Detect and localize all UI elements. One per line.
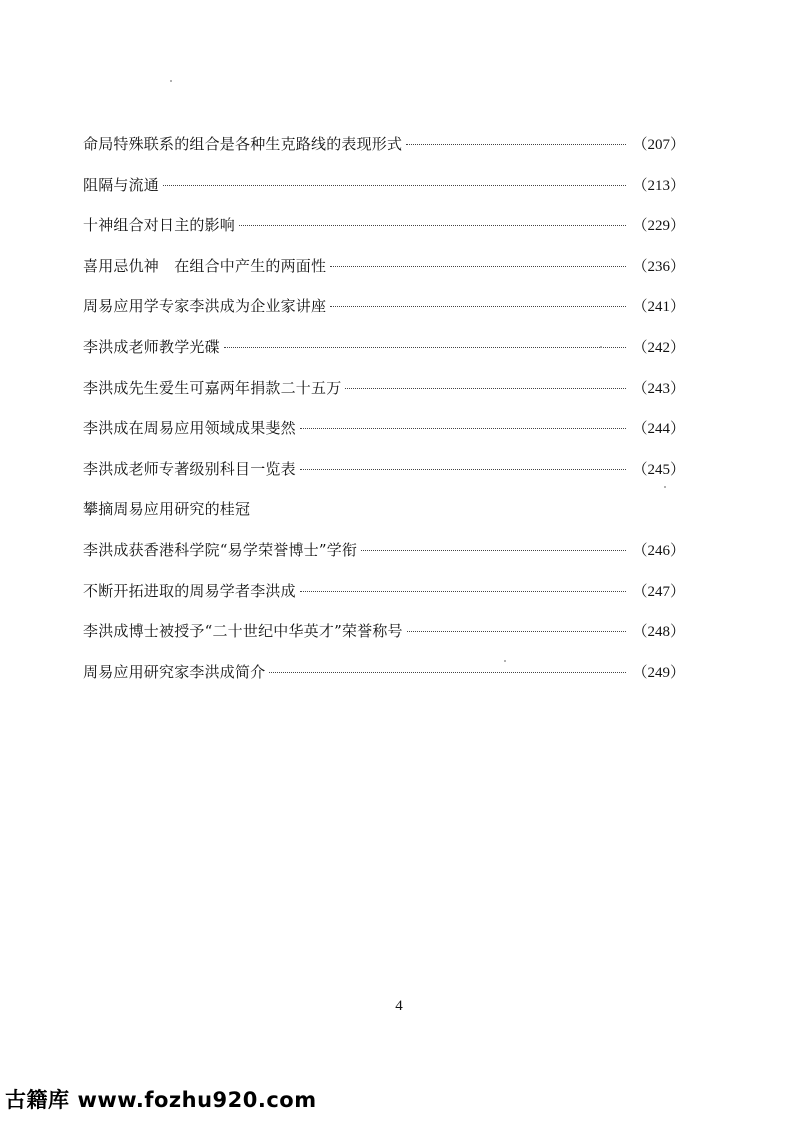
- toc-entry[interactable]: [83, 290, 685, 331]
- toc-leader-dots: [239, 225, 626, 226]
- toc-entry[interactable]: [83, 575, 685, 616]
- toc-entry[interactable]: [83, 331, 685, 372]
- toc-entry-title: 喜用忌仇神 在组合中产生的两面性: [83, 256, 327, 275]
- toc-leader-dots: [330, 306, 626, 307]
- toc-leader-dots: [300, 428, 627, 429]
- scan-speck: [664, 486, 666, 488]
- toc-entry-title: 李洪成博士被授予“二十世纪中华英才”荣誉称号: [83, 622, 403, 641]
- toc-entry[interactable]: [83, 656, 685, 697]
- watermark-name: 古籍库: [5, 1088, 70, 1112]
- toc-entry-title: 阻隔与流通: [83, 175, 160, 194]
- toc-entry-title: 李洪成老师教学光碟: [83, 337, 220, 356]
- toc-leader-dots: [406, 144, 626, 145]
- toc-entry-page: （248）: [632, 624, 685, 641]
- scan-speck: [600, 346, 602, 348]
- toc-entry-page: （247）: [632, 583, 685, 600]
- toc-entry[interactable]: [83, 412, 685, 453]
- toc-entry-page: （213）: [632, 177, 685, 194]
- toc-entry-page: （236）: [632, 258, 685, 275]
- toc-leader-dots: [300, 591, 627, 592]
- table-of-contents: [83, 128, 685, 696]
- toc-entry-page: （229）: [632, 218, 685, 235]
- watermark-url: www.fozhu920.com: [77, 1088, 317, 1112]
- toc-leader-dots: [163, 185, 626, 186]
- toc-entry-title: 不断开拓进取的周易学者李洪成: [83, 581, 296, 600]
- toc-entry[interactable]: [83, 615, 685, 656]
- toc-entry-title: 十神组合对日主的影响: [83, 216, 236, 235]
- toc-entry[interactable]: [83, 209, 685, 250]
- toc-entry[interactable]: [83, 250, 685, 291]
- toc-leader-dots: [407, 631, 627, 632]
- toc-entry-title: 李洪成获香港科学院“易学荣誉博士”学衔: [83, 540, 358, 559]
- toc-entry-page: （241）: [632, 299, 685, 316]
- toc-entry-page: （242）: [632, 339, 685, 356]
- toc-leader-dots: [300, 469, 627, 470]
- toc-entry[interactable]: [83, 128, 685, 169]
- toc-entry[interactable]: [83, 534, 685, 575]
- toc-section-heading: 攀摘周易应用研究的桂冠: [83, 500, 251, 519]
- page-number: 4: [395, 998, 403, 1014]
- scan-speck: [504, 660, 506, 662]
- toc-entry[interactable]: [83, 372, 685, 413]
- toc-entry-title: 周易应用研究家李洪成简介: [83, 662, 266, 681]
- toc-leader-dots: [330, 266, 626, 267]
- toc-leader-dots: [361, 550, 626, 551]
- scan-speck: [170, 80, 172, 82]
- toc-leader-dots: [269, 672, 626, 673]
- toc-entry-page: （249）: [632, 664, 685, 681]
- toc-entry-page: （246）: [632, 542, 685, 559]
- toc-entry[interactable]: [83, 453, 685, 494]
- toc-entry-page: （243）: [632, 380, 685, 397]
- toc-leader-dots: [345, 388, 626, 389]
- toc-entry-title: 李洪成老师专著级别科目一览表: [83, 459, 296, 478]
- toc-entry-title: 命局特殊联系的组合是各种生克路线的表现形式: [83, 135, 403, 153]
- toc-entry-title: 李洪成在周易应用领域成果斐然: [83, 419, 296, 438]
- toc-entry-title: 李洪成先生爱生可嘉两年捐款二十五万: [83, 378, 342, 397]
- toc-entry-page: （245）: [632, 461, 685, 478]
- toc-entry-title: 周易应用学专家李洪成为企业家讲座: [83, 297, 327, 316]
- toc-entry-page: （244）: [632, 421, 685, 438]
- toc-leader-dots: [224, 347, 627, 348]
- site-watermark[interactable]: [5, 1084, 317, 1114]
- toc-entry[interactable]: [83, 169, 685, 210]
- toc-entry-page: （207）: [632, 137, 685, 153]
